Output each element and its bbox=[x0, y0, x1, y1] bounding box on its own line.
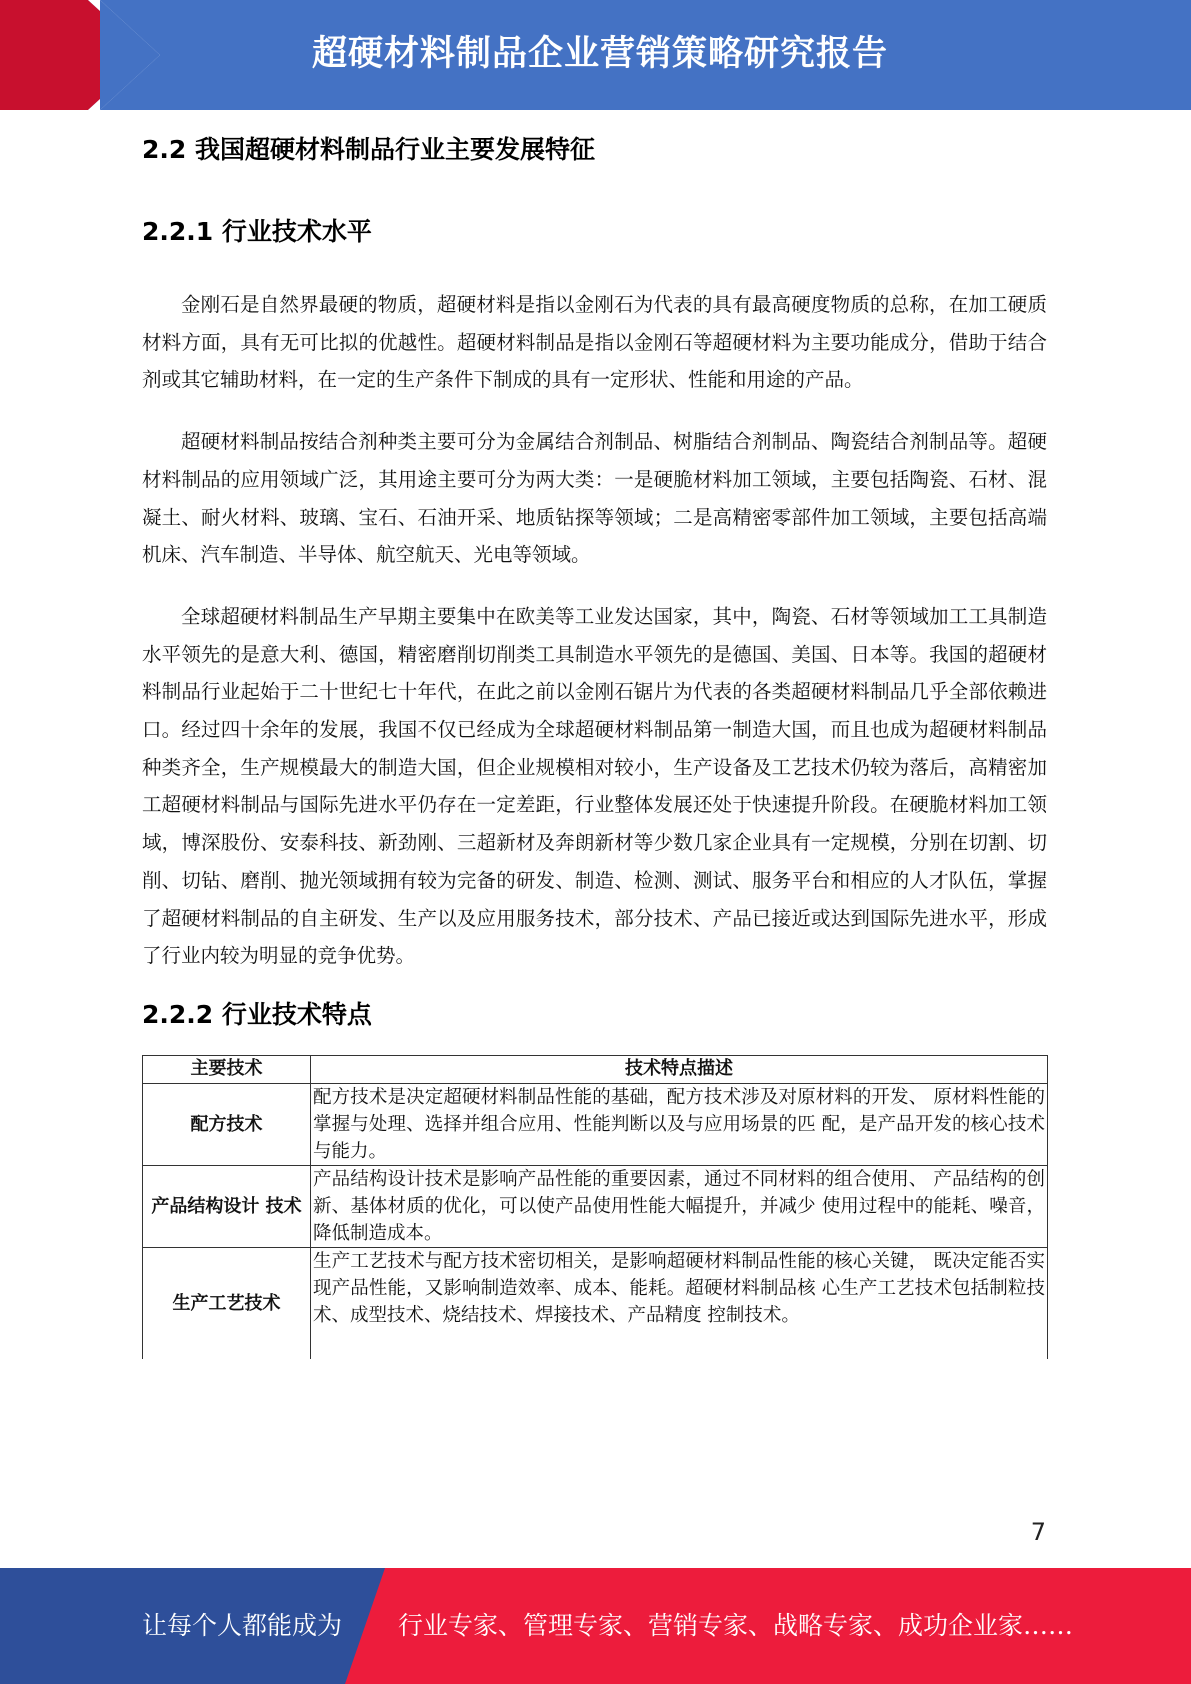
table-row bbox=[143, 1083, 1048, 1165]
table-row bbox=[143, 1247, 1048, 1359]
tech-desc-cell: 配方技术是决定超硬材料制品性能的基础，配方技术涉及对原材料的开发、 原材料性能的掌握与处理、选择并组合应用、性能判断以及与应用场景的匹 配，是产品开发的核心技术与能力。 bbox=[311, 1083, 1048, 1165]
tech-name-cell: 生产工艺技术 bbox=[143, 1247, 311, 1359]
table-header-cell: 技术特点描述 bbox=[311, 1055, 1048, 1083]
header-chevron-decoration bbox=[0, 0, 160, 110]
table-row bbox=[143, 1165, 1048, 1247]
paragraph: 超硬材料制品按结合剂种类主要可分为金属结合剂制品、树脂结合剂制品、陶瓷结合剂制品等。超硬材料制品的应用领域广泛，其用途主要可分为两大类：一是硬脆材料加工领域，主要包括陶瓷、石材、混凝土、耐火材料、玻璃、宝石、石油开采、地质钻探等领域；二是高精密零部件加工领域，主要包括高端机床、汽车制造、半导体、航空航天、光电等领域。 bbox=[142, 430, 1047, 567]
tech-features-table bbox=[142, 1055, 1048, 1359]
tech-name-cell: 配方技术 bbox=[143, 1083, 311, 1165]
section-heading: 2.2 我国超硬材料制品行业主要发展特征 bbox=[142, 135, 595, 164]
tech-name-cell: 产品结构设计 技术 bbox=[143, 1165, 311, 1247]
page-number: 7 bbox=[1030, 1518, 1046, 1546]
paragraph: 金刚石是自然界最硬的物质，超硬材料是指以金刚石为代表的具有最高硬度物质的总称，在加工硬质材料方面，具有无可比拟的优越性。超硬材料制品是指以金刚石等超硬材料为主要功能成分，借助于结合剂或其它辅助材料，在一定的生产条件下制成的具有一定形状、性能和用途的产品。 bbox=[142, 293, 1047, 392]
page-content bbox=[142, 130, 1047, 1359]
subsection-heading-tech-features: 2.2.2 行业技术特点 bbox=[142, 999, 372, 1029]
table-header-row bbox=[143, 1055, 1048, 1083]
paragraph: 全球超硬材料制品生产早期主要集中在欧美等工业发达国家，其中，陶瓷、石材等领域加工工具制造水平领先的是意大利、德国，精密磨削切削类工具制造水平领先的是德国、美国、日本等。我国的超硬材料制品行业起始于二十世纪七十年代，在此之前以金刚石锯片为代表的各类超硬材料制品几乎全部依赖进口。经过四十余年的发展，我国不仅已经成为全球超硬材料制品第一制造大国，而且也成为超硬材料制品种类齐全，生产规模最大的制造大国，但企业规模相对较小，生产设备及工艺技术仍较为落后，高精密加工超硬材料制品与国际先进水平仍存在一定差距，行业整体发展还处于快速提升阶段。在硬脆材料加工领域，博深股份、安泰科技、新劲刚、三超新材及奔朗新材等少数几家企业具有一定规模，分别在切割、切削、切钻、磨削、抛光领域拥有较为完备的研发、制造、检测、测试、服务平台和相应的人才队伍，掌握了超硬材料制品的自主研发、生产以及应用服务技术，部分技术、产品已接近或达到国际先进水平，形成了行业内较为明显的竞争优势。 bbox=[142, 604, 1047, 968]
footer-slogan-left: 让每个人都能成为 bbox=[142, 1611, 343, 1640]
subsection-heading-tech-level: 2.2.1 行业技术水平 bbox=[142, 217, 372, 246]
report-title: 超硬材料制品企业营销策略研究报告 bbox=[311, 34, 888, 74]
footer-slogan-right: 行业专家、管理专家、营销专家、战略专家、成功企业家…… bbox=[398, 1611, 1074, 1640]
header-banner bbox=[0, 0, 1191, 110]
tech-desc-cell: 产品结构设计技术是影响产品性能的重要因素，通过不同材料的组合使用、 产品结构的创新、基体材质的优化，可以使产品使用性能大幅提升，并减少 使用过程中的能耗、噪音，降低制造成本。 bbox=[311, 1165, 1048, 1247]
footer-banner bbox=[0, 1568, 1191, 1684]
table-header-cell: 主要技术 bbox=[143, 1055, 311, 1083]
tech-desc-cell: 生产工艺技术与配方技术密切相关，是影响超硬材料制品性能的核心关键， 既决定能否实现产品性能，又影响制造效率、成本、能耗。超硬材料制品核 心生产工艺技术包括制粒技术、成型技术、烧结技术、焊接技术、产品精度 控制技术。 bbox=[311, 1247, 1048, 1359]
